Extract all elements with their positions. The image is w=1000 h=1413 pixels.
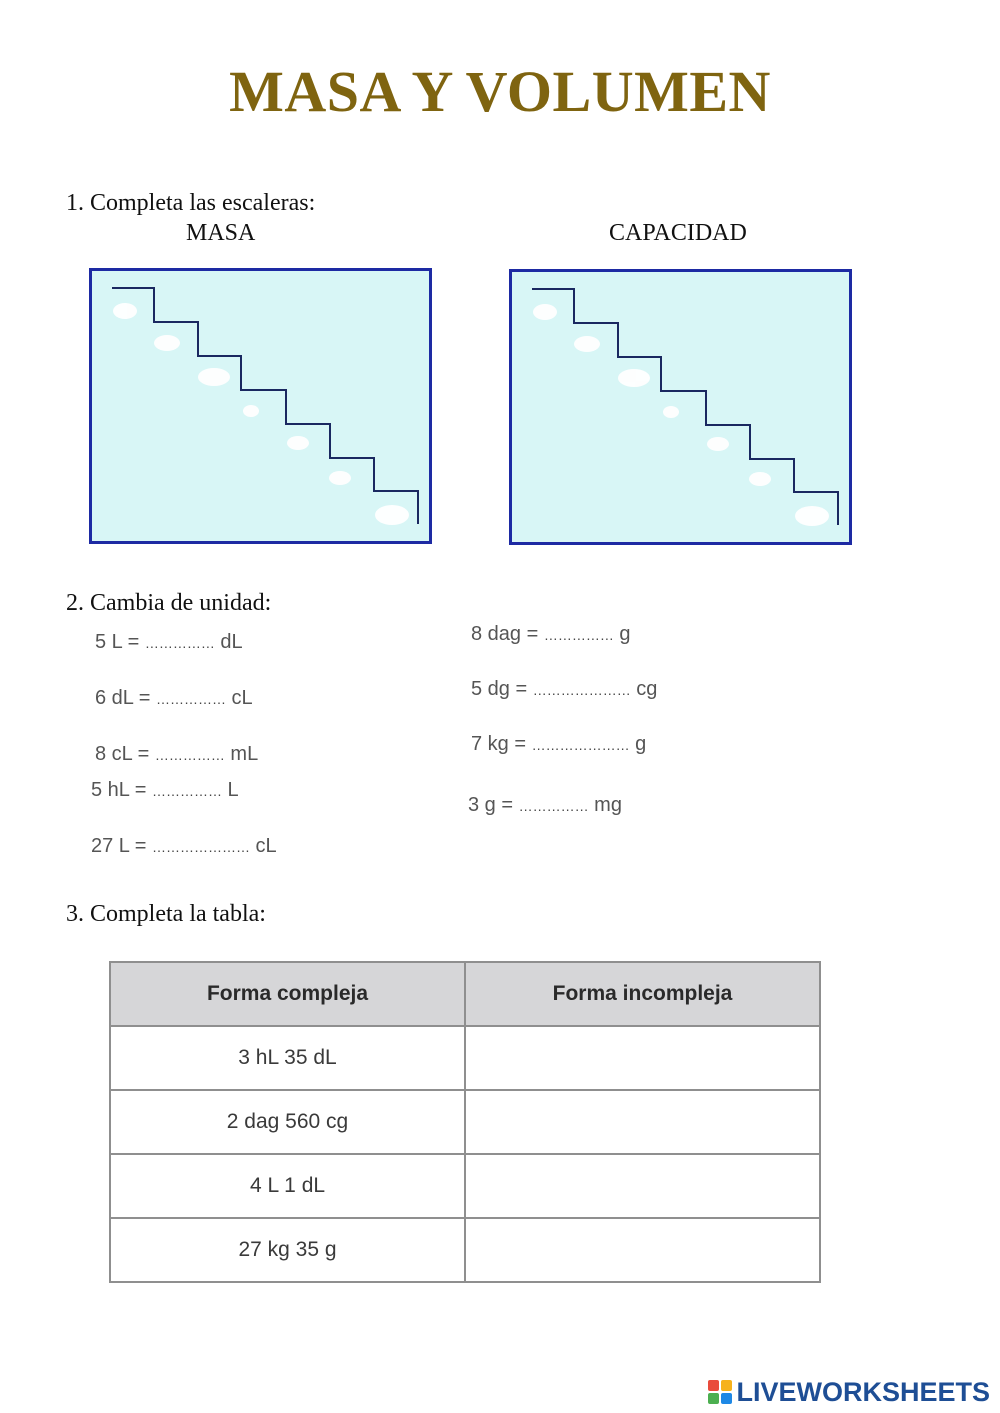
page-title: MASA Y VOLUMEN [229, 59, 771, 124]
answer-blank[interactable]: …………… [151, 783, 222, 799]
masa-label: MASA [186, 220, 256, 246]
step-blank-cap-3[interactable] [618, 369, 650, 387]
answer-blank[interactable]: …………… [543, 627, 614, 643]
conversion-left-1: 5 L = …………… dL [95, 631, 243, 653]
header-forma-incompleja: Forma incompleja [465, 962, 820, 1026]
step-blank-cap-2[interactable] [574, 336, 600, 352]
table-row [110, 1154, 820, 1218]
capacidad-staircase [509, 269, 852, 545]
table-header-row [110, 962, 820, 1026]
liveworksheets-logo [708, 1376, 990, 1408]
conversion-left-2: 6 dL = …………… cL [95, 687, 253, 709]
conversion-right-4: 3 g = …………… mg [468, 794, 622, 816]
table-row [110, 1090, 820, 1154]
step-blank-masa-5[interactable] [287, 436, 309, 450]
conversion-right-1: 8 dag = …………… g [471, 623, 631, 645]
table-row [110, 1218, 820, 1282]
step-blank-masa-7[interactable] [375, 505, 409, 525]
conversion-left-3: 8 cL = …………… mL [95, 743, 259, 765]
header-forma-compleja: Forma compleja [110, 962, 465, 1026]
answer-blank[interactable]: …………… [155, 691, 226, 707]
question-3: 3. Completa la tabla: [66, 901, 266, 927]
answer-blank[interactable]: …………… [144, 635, 215, 651]
step-blank-cap-4[interactable] [663, 406, 679, 418]
conversion-right-2: 5 dg = ………………… cg [471, 678, 658, 700]
step-blank-cap-7[interactable] [795, 506, 829, 526]
question-2: 2. Cambia de unidad: [66, 590, 272, 616]
logo-mark-icon [708, 1380, 732, 1404]
brand-name: LIVEWORKSHEETS [736, 1376, 990, 1407]
step-blank-masa-4[interactable] [243, 405, 259, 417]
conversion-left-4: 5 hL = …………… L [91, 779, 239, 801]
step-blank-cap-6[interactable] [749, 472, 771, 486]
answer-blank[interactable]: ………………… [151, 839, 250, 855]
forma-incompleja-answer[interactable] [465, 1090, 820, 1154]
step-blank-masa-6[interactable] [329, 471, 351, 485]
answer-blank[interactable]: …………… [518, 798, 589, 814]
forma-incompleja-answer[interactable] [465, 1026, 820, 1090]
units-table [109, 961, 821, 1283]
conversion-right-3: 7 kg = ………………… g [471, 733, 647, 755]
answer-blank[interactable]: ………………… [531, 737, 630, 753]
forma-compleja-cell: 2 dag 560 cg [110, 1090, 465, 1154]
step-blank-masa-1[interactable] [113, 303, 137, 319]
capacidad-label: CAPACIDAD [609, 220, 747, 246]
forma-compleja-cell: 3 hL 35 dL [110, 1026, 465, 1090]
step-blank-masa-3[interactable] [198, 368, 230, 386]
answer-blank[interactable]: ………………… [532, 682, 631, 698]
step-blank-masa-2[interactable] [154, 335, 180, 351]
masa-staircase [89, 268, 432, 544]
answer-blank[interactable]: …………… [154, 747, 225, 763]
table-row [110, 1026, 820, 1090]
conversion-left-5: 27 L = ………………… cL [91, 835, 277, 857]
forma-compleja-cell: 4 L 1 dL [110, 1154, 465, 1218]
forma-compleja-cell: 27 kg 35 g [110, 1218, 465, 1282]
forma-incompleja-answer[interactable] [465, 1154, 820, 1218]
question-1: 1. Completa las escaleras: [66, 190, 316, 216]
step-blank-cap-5[interactable] [707, 437, 729, 451]
step-blank-cap-1[interactable] [533, 304, 557, 320]
forma-incompleja-answer[interactable] [465, 1218, 820, 1282]
